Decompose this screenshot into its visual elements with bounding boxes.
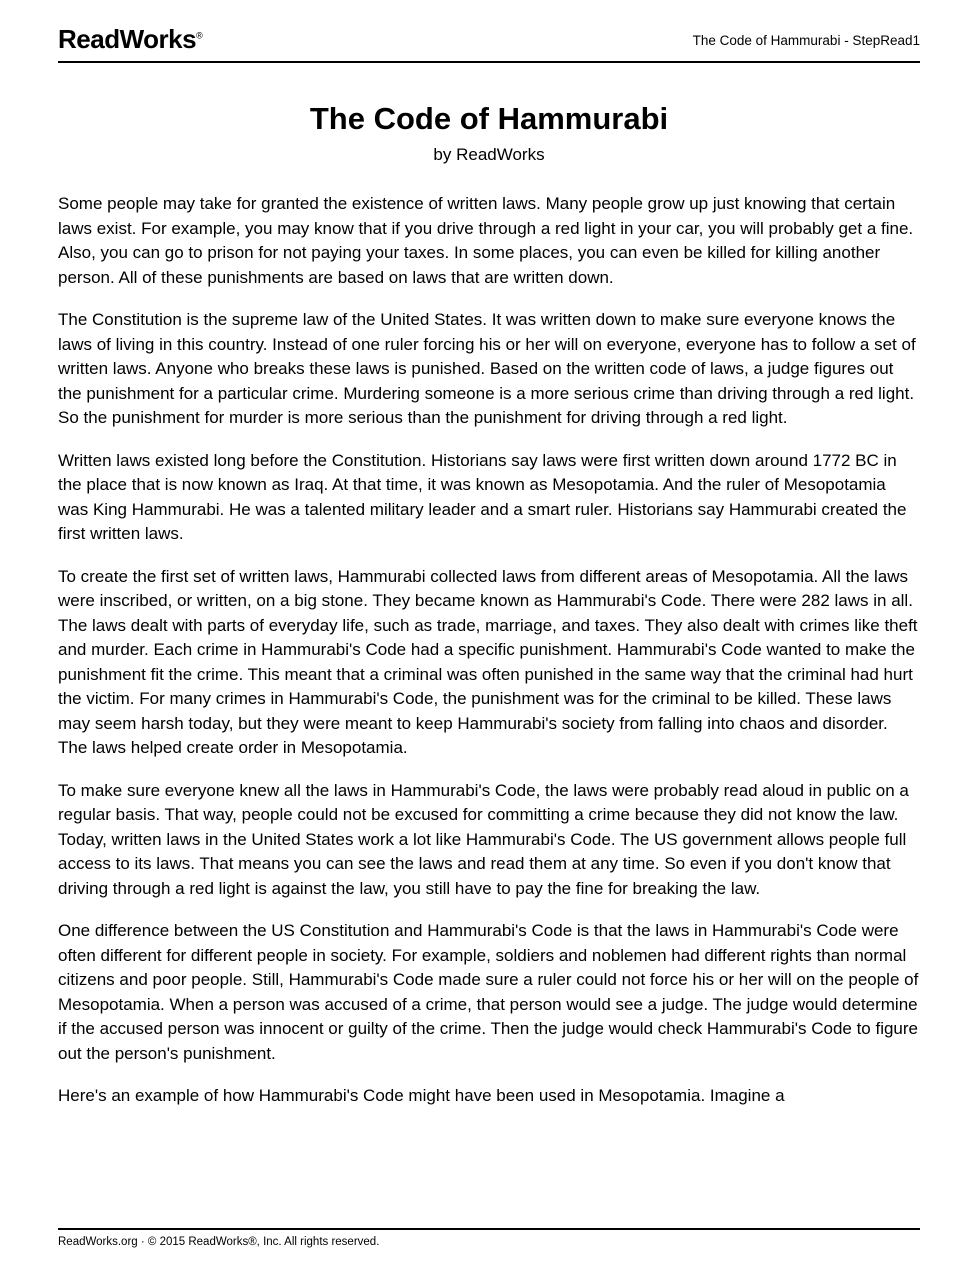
footer-copyright: ReadWorks.org · © 2015 ReadWorks®, Inc. All rights reserved. (58, 1236, 380, 1249)
paragraph: Some people may take for granted the existence of written laws. Many people grow up just knowing that certain laws exist. For example, you may know that if you drive through a red light in your car, you will probably get a fine. Also, you can go to prison for not paying your taxes. In some places, you can even be killed for killing another person. All of these punishments are based on laws that are written down. (58, 194, 914, 287)
page-header (58, 0, 920, 63)
article-title: The Code of Hammurabi (309, 101, 669, 136)
registered-trademark-symbol: ® (196, 30, 203, 41)
article-body (58, 192, 920, 1109)
paragraph: To make sure everyone knew all the laws in Hammurabi's Code, the laws were probably read aloud in public on a regular basis. That way, people could not be excused for committing a crime because they did not know the law. Today, written laws in the United States work a lot like Hammurabi's Code. The US government allows people full access to its laws. That means you can see the laws and read them at any time. So even if you don't know that driving through a red light is against the law, you still have to pay the fine for breaking the law. (58, 780, 909, 898)
paragraph: Here's an example of how Hammurabi's Code might have been used in Mesopotamia. Imagine a (58, 1086, 785, 1106)
paragraph: The Constitution is the supreme law of the United States. It was written down to make sure everyone knows the laws of living in this country. Instead of one ruler forcing his or her will on everyone, everyone has to follow a set of written laws. Anyone who breaks these laws is punished. Based on the written code of laws, a judge figures out the punishment for a particular crime. Murdering someone is a more serious crime than driving through a red light. So the punishment for murder is more serious than the punishment for driving through a red light. (58, 310, 916, 428)
article-byline: by ReadWorks (433, 144, 545, 164)
header-doc-reference: The Code of Hammurabi - StepRead1 (692, 32, 920, 48)
readworks-logo (58, 26, 203, 52)
paragraph: Written laws existed long before the Constitution. Historians say laws were first written down around 1772 BC in the place that is now known as Iraq. At that time, it was known as Mesopotamia. And the ruler of Mesopotamia was King Hammurabi. He was a talented military leader and a smart ruler. Historians say Hammurabi created the first written laws. (58, 450, 907, 544)
paragraph: To create the first set of written laws, Hammurabi collected laws from different areas of Mesopotamia. All the laws were inscribed, or written, on a big stone. They became known as Hammurabi's Code. There were 282 laws in all. The laws dealt with parts of everyday life, such as trade, marriage, and taxes. They also dealt with crimes like theft and murder. Each crime in Hammurabi's Code had a specific punishment. Hammurabi's Code wanted to make the punishment fit the crime. This meant that a criminal was often punished in the same way that the criminal had hurt the victim. For many crimes in Hammurabi's Code, the punishment was for the criminal to be killed. These laws may seem harsh today, but they were meant to keep Hammurabi's society from falling into chaos and disorder. The laws helped create order in Mesopotamia. (58, 566, 918, 758)
logo-text: ReadWorks (58, 24, 197, 54)
paragraph: One difference between the US Constitution and Hammurabi's Code is that the laws in Hammurabi's Code were often different for different people in society. For example, soldiers and noblemen had different rights than normal citizens and poor people. Still, Hammurabi's Code made sure a ruler could not force his or her will on the people of Mesopotamia. When a person was accused of a crime, that person would see a judge. The judge would determine if the accused person was innocent or guilty of the crime. Then the judge would check Hammurabi's Code to figure out the person's punishment. (58, 921, 919, 1063)
page-footer (58, 1228, 920, 1266)
